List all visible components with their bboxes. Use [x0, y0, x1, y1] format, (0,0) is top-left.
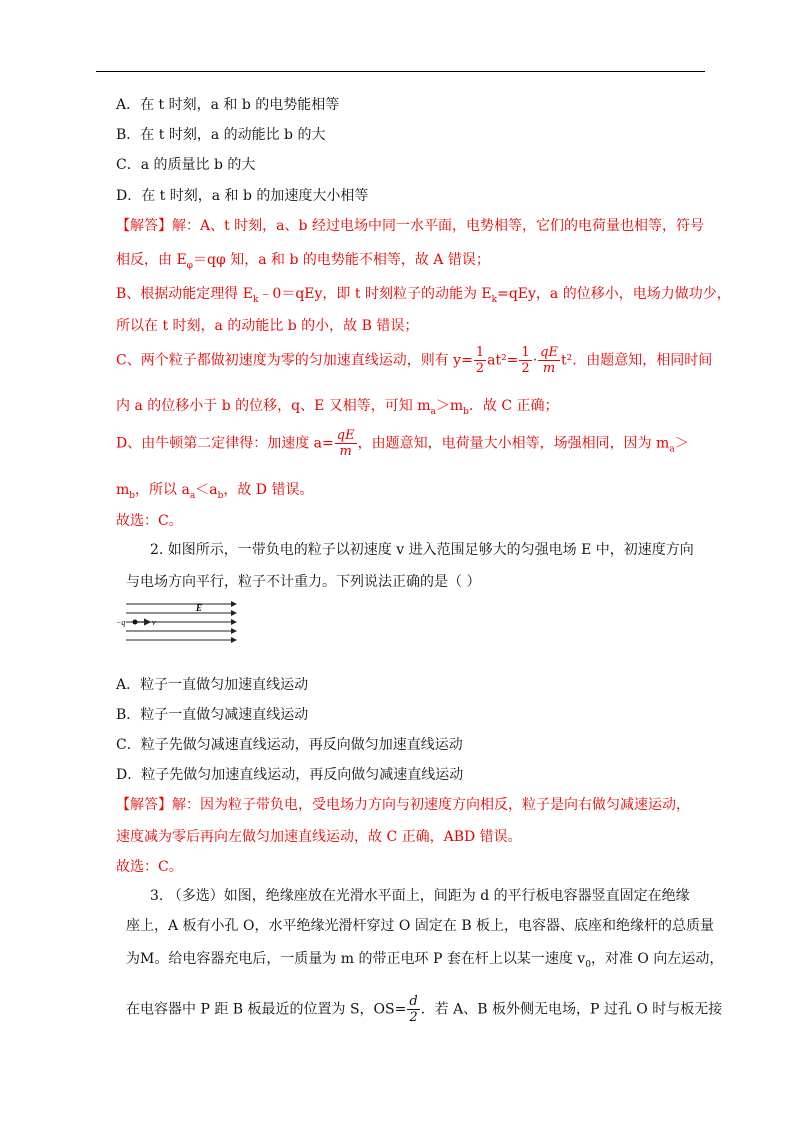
q1-option-d: D．在 t 时刻，a 和 b 的加速度大小相等 [116, 188, 369, 204]
answer-tag: 【解答】 [116, 218, 172, 234]
q2-answer-line1: 【解答】解：因为粒子带负电，受电场力方向与初速度方向相反，粒子是向右做匀减速运动， [116, 797, 690, 813]
q1-answer-line3: B、根据动能定理得 $E_k﹣0=qEy$，即 t 时刻粒子的动能为 $E_k=qEy$，a 的位移小，电场力做功少， [116, 286, 731, 305]
q2-option-c: C．粒子先做匀减速直线运动，再反向做匀加速直线运动 [116, 737, 463, 753]
fraction: $\frac{1}{2}$ [475, 345, 485, 376]
q1-choice: 故选：C。 [116, 513, 183, 529]
q1-answer-line2: 相反，由 $E_\varphi=q\varphi$ 知，a 和 b 的电势能不相等，故 A 错误； [116, 252, 490, 271]
q1-answer-line7: D、由牛顿第二定律得：加速度 a= $\frac{qE}{m}$ ，由题意知，电荷量大小相等，场强相同，因为 $m_a>$ [116, 428, 689, 459]
particle-dot [133, 620, 138, 625]
q1-option-b: B．在 t 时刻，a 的动能比 b 的大 [116, 127, 326, 143]
q2-stem-line2: 与电场方向平行，粒子不计重力。下列说法正确的是（ ） [126, 574, 481, 590]
electric-field-diagram [116, 598, 240, 644]
answer-tag: 【解答】 [116, 797, 172, 813]
header-rule [96, 71, 705, 72]
q1-answer-line5: C、两个粒子都做初速度为零的匀加速直线运动，则有 y= $\frac{1}{2}$ at²= $\frac{1}{2}$ · $\frac{qE}{m}$ t²．由题意知，相同时间 [116, 345, 713, 376]
velocity-label: v [152, 618, 156, 627]
charge-label: −q [116, 618, 126, 627]
q2-choice: 故选：C。 [116, 859, 183, 875]
fraction: $\frac{d}{2}$ [409, 994, 418, 1025]
q1-answer-line4: 所以在 t 时刻，a 的动能比 b 的小，故 B 错误； [116, 318, 419, 334]
q3-line2: 座上，A 板有小孔 O，水平绝缘光滑杆穿过 O 固定在 B 板上，电容器、底座和绝缘杆的总质量 [126, 918, 715, 934]
q3-line1: 3. （多选）如图，绝缘座放在光滑水平面上，间距为 d 的平行板电容器竖直固定在绝缘 [150, 888, 690, 904]
q1-answer-line6: 内 a 的位移小于 b 的位移，q、E 又相等，可知 $m_a>m_b$．故 C 正确； [116, 398, 559, 417]
q2-stem-line1: 2. 如图所示，一带负电的粒子以初速度 v 进入范围足够大的匀强电场 E 中，初速度方向 [150, 542, 694, 558]
q2-answer-line2: 速度减为零后再向左做匀加速直线运动，故 C 正确，ABD 错误。 [116, 829, 522, 845]
q1-option-c: C．a 的质量比 b 的大 [116, 157, 256, 173]
q1-answer-line8: $m_b$，所以 $a_a<a_b$，故 D 错误。 [116, 482, 314, 501]
q2-option-b: B．粒子一直做匀减速直线运动 [116, 707, 309, 723]
fraction: $\frac{qE}{m}$ [336, 428, 355, 459]
q2-option-a: A．粒子一直做匀加速直线运动 [116, 677, 309, 693]
q2-option-d: D．粒子先做匀加速直线运动，再反向做匀减速直线运动 [116, 767, 464, 783]
q3-line4: 在电容器中 P 距 B 板最近的位置为 S，OS= $\frac{d}{2}$ ．若 A、B 板外侧无电场，P 过孔 O 时与板无接 [126, 994, 723, 1025]
q3-line3: 为M。给电容器充电后，一质量为 m 的带正电环 P 套在杆上以某一速度 $v_0$，对准 O 向左运动， [126, 951, 724, 970]
fraction: $\frac{1}{2}$ [521, 345, 530, 376]
fraction: $\frac{qE}{m}$ [540, 345, 558, 376]
q1-option-a: A．在 t 时刻，a 和 b 的电势能相等 [116, 97, 340, 113]
q1-answer-line1: 【解答】解：A、t 时刻，a、b 经过电场中同一水平面，电势相等，它们的电荷量也相等，符号 [116, 218, 704, 234]
field-label: E [196, 603, 203, 613]
